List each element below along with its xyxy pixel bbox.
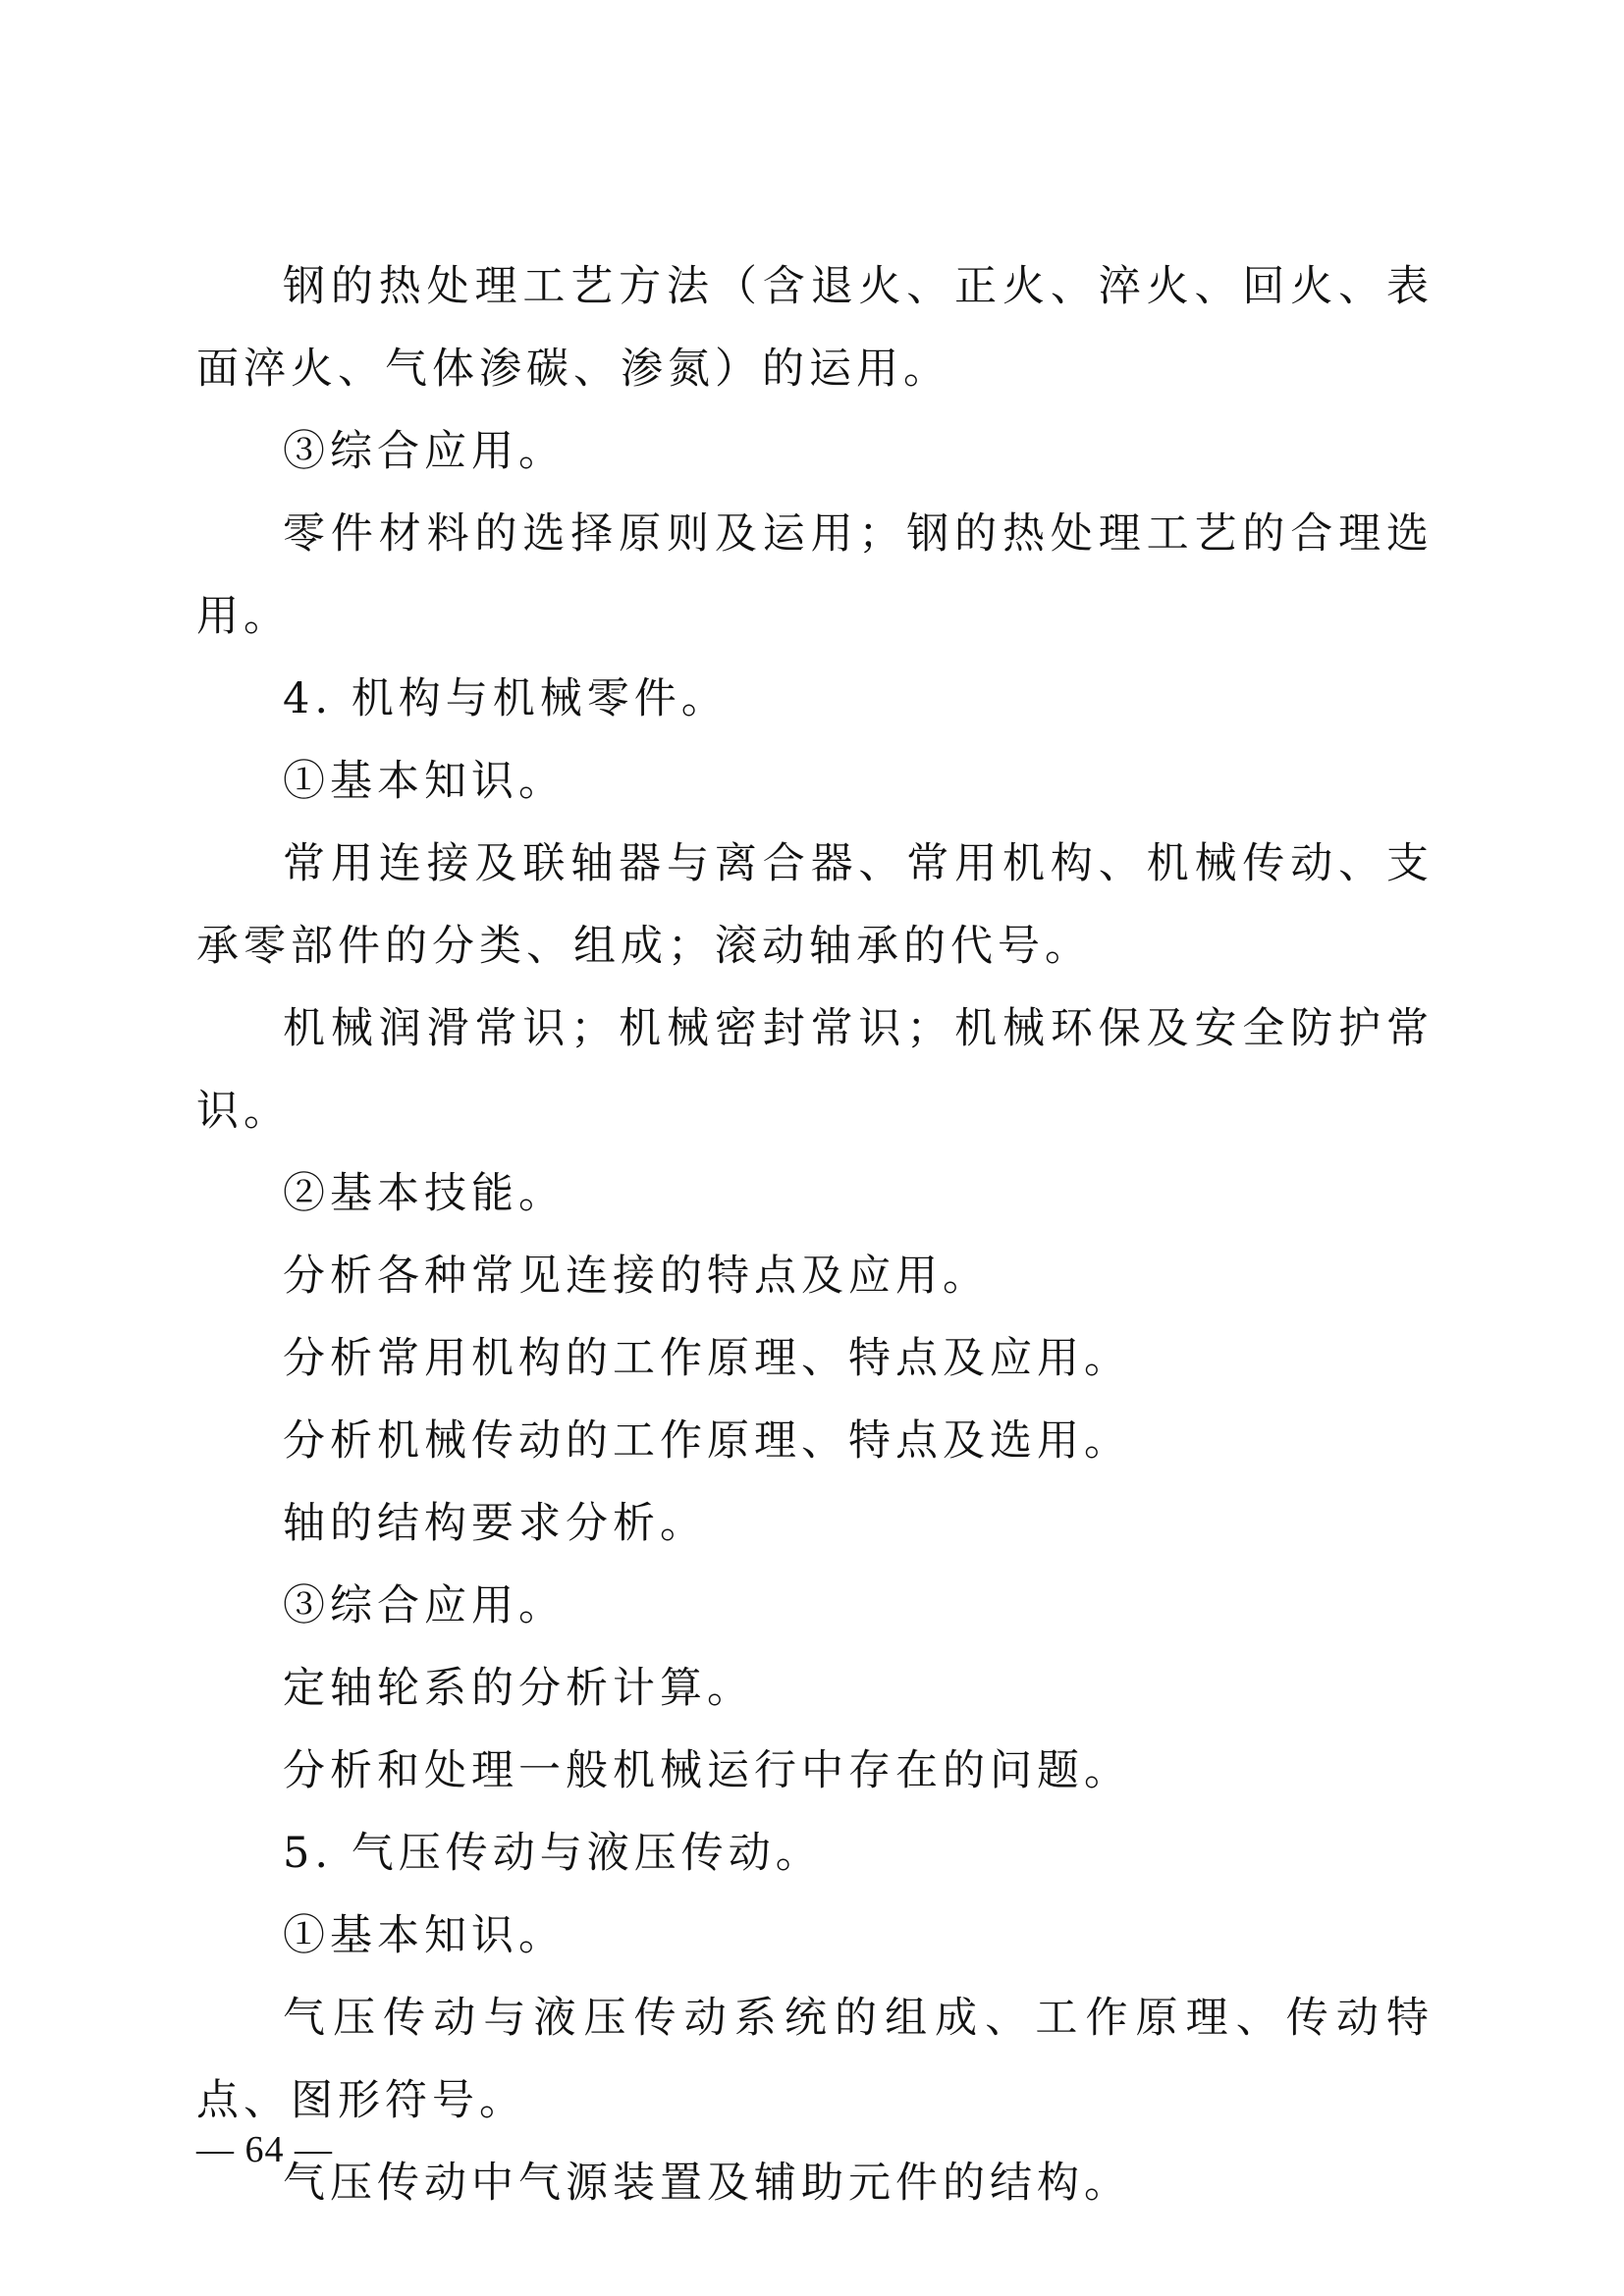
paragraph: 分析机械传动的工作原理、特点及选用。 [283,1416,1131,1466]
paragraph: ①基本知识。 [283,757,566,806]
paragraph: ②基本技能。 [283,1169,566,1218]
section-heading: 5. 气压传动与液压传动。 [283,1829,823,1878]
paragraph: 零件材料的选择原则及运用；钢的热处理工艺的合理选用。 [196,509,1434,641]
paragraph: 分析各种常见连接的特点及应用。 [283,1252,990,1301]
paragraph: 分析和处理一般机械运行中存在的问题。 [283,1746,1131,1795]
paragraph: 气压传动中气源装置及辅助元件的结构。 [283,2159,1131,2208]
paragraph: 轴的结构要求分析。 [283,1499,707,1548]
paragraph: 定轴轮系的分析计算。 [283,1664,754,1713]
paragraph: 常用连接及联轴器与离合器、常用机构、机械传动、支承零部件的分类、组成；滚动轴承的代号。 [196,839,1434,971]
paragraph: 机械润滑常识；机械密封常识；机械环保及安全防护常识。 [196,1004,1434,1136]
paragraph: ③综合应用。 [283,427,566,476]
paragraph: 气压传动与液压传动系统的组成、工作原理、传动特点、图形符号。 [196,1994,1434,2125]
page-number: — 64 — [196,2129,333,2170]
section-heading: 4. 机构与机械零件。 [283,674,729,723]
paragraph: ①基本知识。 [283,1911,566,1960]
body-text [196,245,1434,2224]
paragraph: 钢的热处理工艺方法（含退火、正火、淬火、回火、表面淬火、气体渗碳、渗氮）的运用。 [196,262,1434,394]
paragraph: ③综合应用。 [283,1581,566,1630]
paragraph: 分析常用机构的工作原理、特点及应用。 [283,1334,1131,1383]
